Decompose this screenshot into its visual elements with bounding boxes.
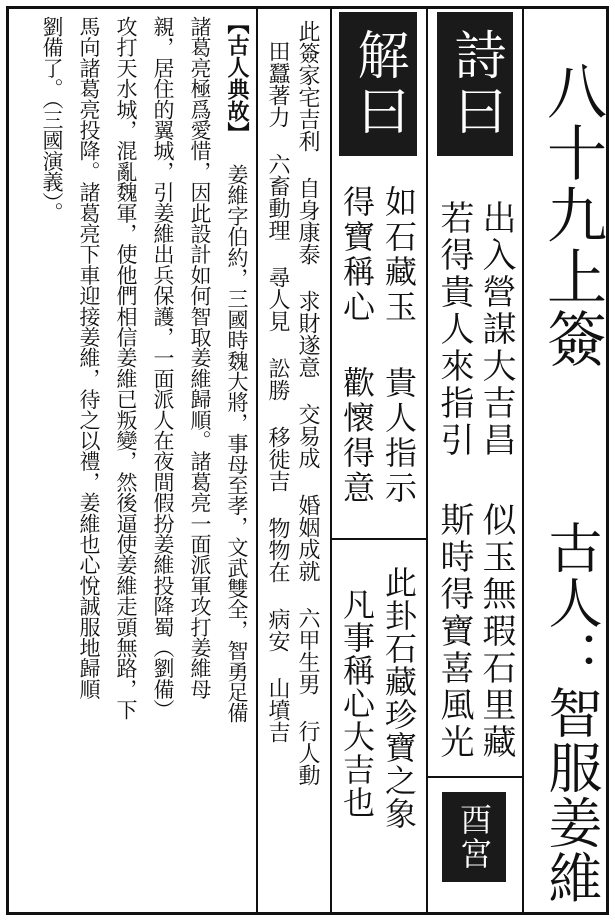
poem-line-2: 若得貴人來指引 斯時得寶喜風光 bbox=[434, 200, 474, 761]
fortune-title: 八十九上簽 bbox=[537, 60, 607, 370]
story-line-5: 馬向諸葛亮投降。諸葛亮下車迎接姜維，待之以禮，姜維也心悅誠服地歸順 bbox=[77, 16, 101, 700]
palace-box bbox=[442, 792, 506, 882]
summary-line-1: 此卦石藏珍寶之象 bbox=[380, 566, 418, 830]
divider-summary bbox=[330, 538, 426, 540]
divider-poem bbox=[426, 6, 428, 915]
interp-line-1: 如石藏玉 貴人指示 bbox=[380, 185, 418, 506]
summary-line-2: 凡事稱心大吉也 bbox=[338, 588, 376, 819]
story-line-1: 姜維字伯約，三國時魏大將，事母至孝，文武雙全，智勇足備 bbox=[225, 164, 249, 723]
divider-title bbox=[522, 6, 524, 915]
interp-label-box bbox=[339, 12, 417, 156]
story-line-4: 攻打天水城，混亂魏軍，使他們相信姜維已叛變，然後逼使姜維走頭無路，下 bbox=[114, 16, 138, 720]
divider-interp bbox=[330, 6, 332, 915]
interp-line-2: 得寶稱心 歡懷得意 bbox=[338, 185, 376, 506]
divider-palace bbox=[426, 776, 522, 778]
detail-line-1: 此簽家宅吉利 自身康泰 求財遂意 交易成 婚姻成就 六甲生男 行人動 bbox=[295, 20, 320, 786]
palace-label: 酉宮 bbox=[455, 803, 493, 871]
divider-story bbox=[256, 6, 258, 915]
detail-line-2: 田蠶著力 六畜動理 尋人見 訟勝 移徙吉 物物在 病安 山墳吉 bbox=[265, 40, 290, 743]
poem-line-1: 出入營謀大吉昌 似玉無瑕石里藏 bbox=[476, 200, 516, 761]
story-line-6: 劉備了。（三國演義）。 bbox=[40, 16, 64, 223]
poem-label: 詩曰 bbox=[445, 28, 505, 140]
story-title: 古人：智服姜維 bbox=[540, 520, 603, 905]
interp-label: 解曰 bbox=[348, 28, 408, 140]
poem-label-box bbox=[437, 12, 513, 156]
story-line-2: 諸葛亮極爲愛惜，因此設計如何智取姜維歸順。諸葛亮一面派軍攻打姜維母 bbox=[188, 16, 212, 700]
story-line-3: 親，居住的翼城，引姜維出兵保護，一面派人在夜間假扮姜維投降蜀（劉備） bbox=[151, 16, 175, 720]
story-heading: 【古人典故】 bbox=[224, 12, 250, 144]
